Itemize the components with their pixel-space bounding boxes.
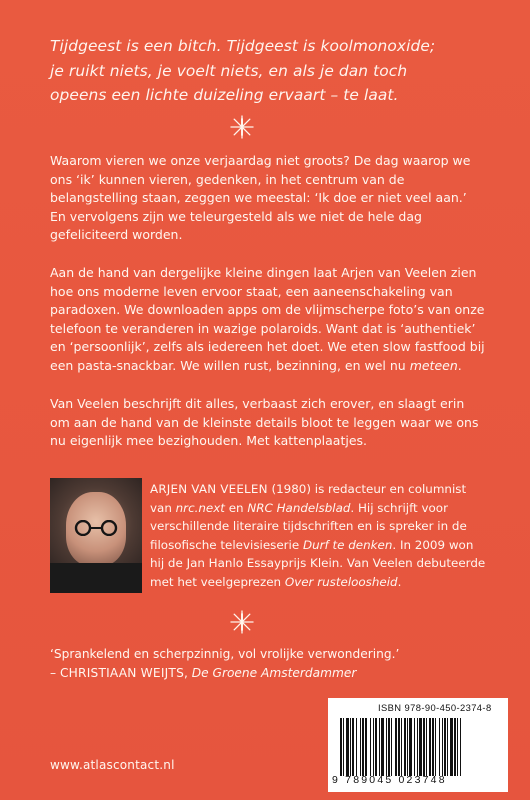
- paragraph-2-emphasis: meteen: [409, 357, 458, 373]
- quote-line-1: Tijdgeest is een bitch. Tijdgeest is koolmonoxide;: [50, 37, 436, 55]
- barcode-bar: [450, 718, 453, 776]
- paragraph-1-text: Waarom vieren we onze verjaardag niet groots? De dag waarop we ons ‘ik’ kunnen vieren, gedenken, in het centrum van de belangstelling staan, zeggen we meestal: ‘Ik doe er niet veel aan.’ En vervolgens zijn we teleurgesteld als we niet de hele dag gefeliciteerd worden.: [50, 153, 471, 243]
- barcode-bar: [340, 718, 342, 776]
- barcode-bar: [417, 718, 418, 776]
- bio-text-1: (1980) is redacteur en columnist van: [150, 482, 467, 515]
- isbn-barcode: [328, 698, 508, 792]
- description-paragraph-1: [50, 152, 485, 245]
- barcode-bar: [360, 718, 361, 776]
- review-quote: ‘Sprankelend en scherpzinnig, vol vrolijke verwondering.’: [50, 647, 400, 661]
- barcode-bar: [365, 718, 367, 776]
- review-credit: [50, 664, 490, 683]
- isbn-label: ISBN 978-90-450-2374-8: [378, 702, 492, 713]
- barcode-bar: [432, 718, 434, 776]
- barcode-bar: [444, 718, 446, 776]
- barcode-bar: [419, 718, 422, 776]
- barcode-bar: [426, 718, 427, 776]
- barcode-bar: [447, 718, 448, 776]
- barcode-bar: [442, 718, 443, 776]
- barcode-bar: [362, 718, 364, 776]
- barcode-bar: [356, 718, 357, 776]
- author-bio: [150, 480, 490, 592]
- quote-line-2: je ruikt niets, je voelt niets, en als je dan toch: [50, 61, 408, 80]
- barcode-bar: [379, 718, 380, 776]
- barcode-bar: [395, 718, 397, 776]
- barcode-bar: [370, 718, 371, 776]
- barcode-bar: [401, 718, 402, 776]
- review-blurb: [50, 645, 490, 682]
- barcode-bar: [381, 718, 384, 776]
- description-paragraph-2: [50, 264, 485, 376]
- bio-nrc: NRC Handelsblad: [247, 500, 351, 515]
- bio-nrcnext: nrc.next: [175, 500, 225, 515]
- author-photo-glasses: [70, 520, 122, 536]
- barcode-bar: [435, 718, 436, 776]
- paragraph-2-end: .: [457, 357, 462, 373]
- author-photo: [50, 478, 142, 593]
- barcode-bar: [414, 718, 415, 776]
- review-critic: CHRISTIAAN WEIJTS: [59, 665, 185, 680]
- barcode-bar: [398, 718, 400, 776]
- barcode-bar: [460, 718, 461, 776]
- description-paragraph-3: [50, 395, 485, 451]
- bio-text-2: en: [224, 500, 248, 515]
- review-dash: –: [50, 665, 60, 680]
- barcode-bar: [429, 718, 431, 776]
- paragraph-3-text: Van Veelen beschrijft dit alles, verbaast zich erover, en slaagt erin om aan de hand van de kleinste details bloot te leggen waar we ons nu eigenlijk mee bezighouden. Met kattenplaatjes.: [50, 396, 479, 449]
- barcode-bar: [454, 718, 456, 776]
- bio-show: Durf te denken: [302, 537, 393, 552]
- barcode-bar: [439, 718, 440, 776]
- bio-text-4: . In 2009 won hij de Jan Hanlo Essayprijs Klein. Van Veelen debuteerde met het veelgeprezen: [150, 537, 486, 589]
- barcode-bar: [346, 718, 349, 776]
- barcode-bar: [391, 718, 392, 776]
- barcode-bar: [388, 718, 390, 776]
- quote-line-3: opeens een lichte duizeling ervaart – te laat.: [50, 86, 399, 104]
- sparkle-star-icon: [230, 115, 254, 139]
- barcode-bars: [338, 718, 498, 776]
- barcode-bar: [350, 718, 351, 776]
- bio-text-5: .: [397, 574, 402, 589]
- barcode-bar: [375, 718, 377, 776]
- author-photo-shirt: [50, 563, 142, 593]
- sparkle-star-icon: [230, 610, 254, 634]
- barcode-bar: [409, 718, 412, 776]
- epigraph-quote: [50, 34, 490, 108]
- review-sep: ,: [184, 665, 192, 680]
- author-name: ARJEN VAN VEELEN: [150, 482, 268, 496]
- barcode-bar: [373, 718, 374, 776]
- barcode-bar: [404, 718, 406, 776]
- barcode-bar: [407, 718, 408, 776]
- barcode-bar: [423, 718, 425, 776]
- barcode-bar: [457, 718, 458, 776]
- barcode-bar: [352, 718, 354, 776]
- barcode-bar: [343, 718, 344, 776]
- barcode-number: 9 789045 023748: [332, 774, 447, 786]
- paragraph-2-text: Aan de hand van dergelijke kleine dingen laat Arjen van Veelen zien hoe ons moderne leven ervoor staat, een aaneenschakeling van paradoxen. We downloaden apps om de vlijmscherpe foto’s van onze telefoon te veranderen in wazige polaroids. Want dat is ‘authentiek’ en ‘persoonlijk’, zelfs als iedereen het doet. We eten slow fastfood bij een pasta-snackbar. We willen rust, bezinning, en wel nu: [50, 265, 485, 373]
- barcode-bar: [386, 718, 387, 776]
- review-publication: De Groene Amsterdammer: [191, 665, 357, 680]
- publisher-website: www.atlascontact.nl: [50, 758, 175, 772]
- bio-book: Over rusteloosheid: [284, 574, 398, 589]
- bio-text-3: . Hij schrijft voor verschillende literaire tijdschriften en is spreker in de filosofische televisieserie: [150, 500, 467, 552]
